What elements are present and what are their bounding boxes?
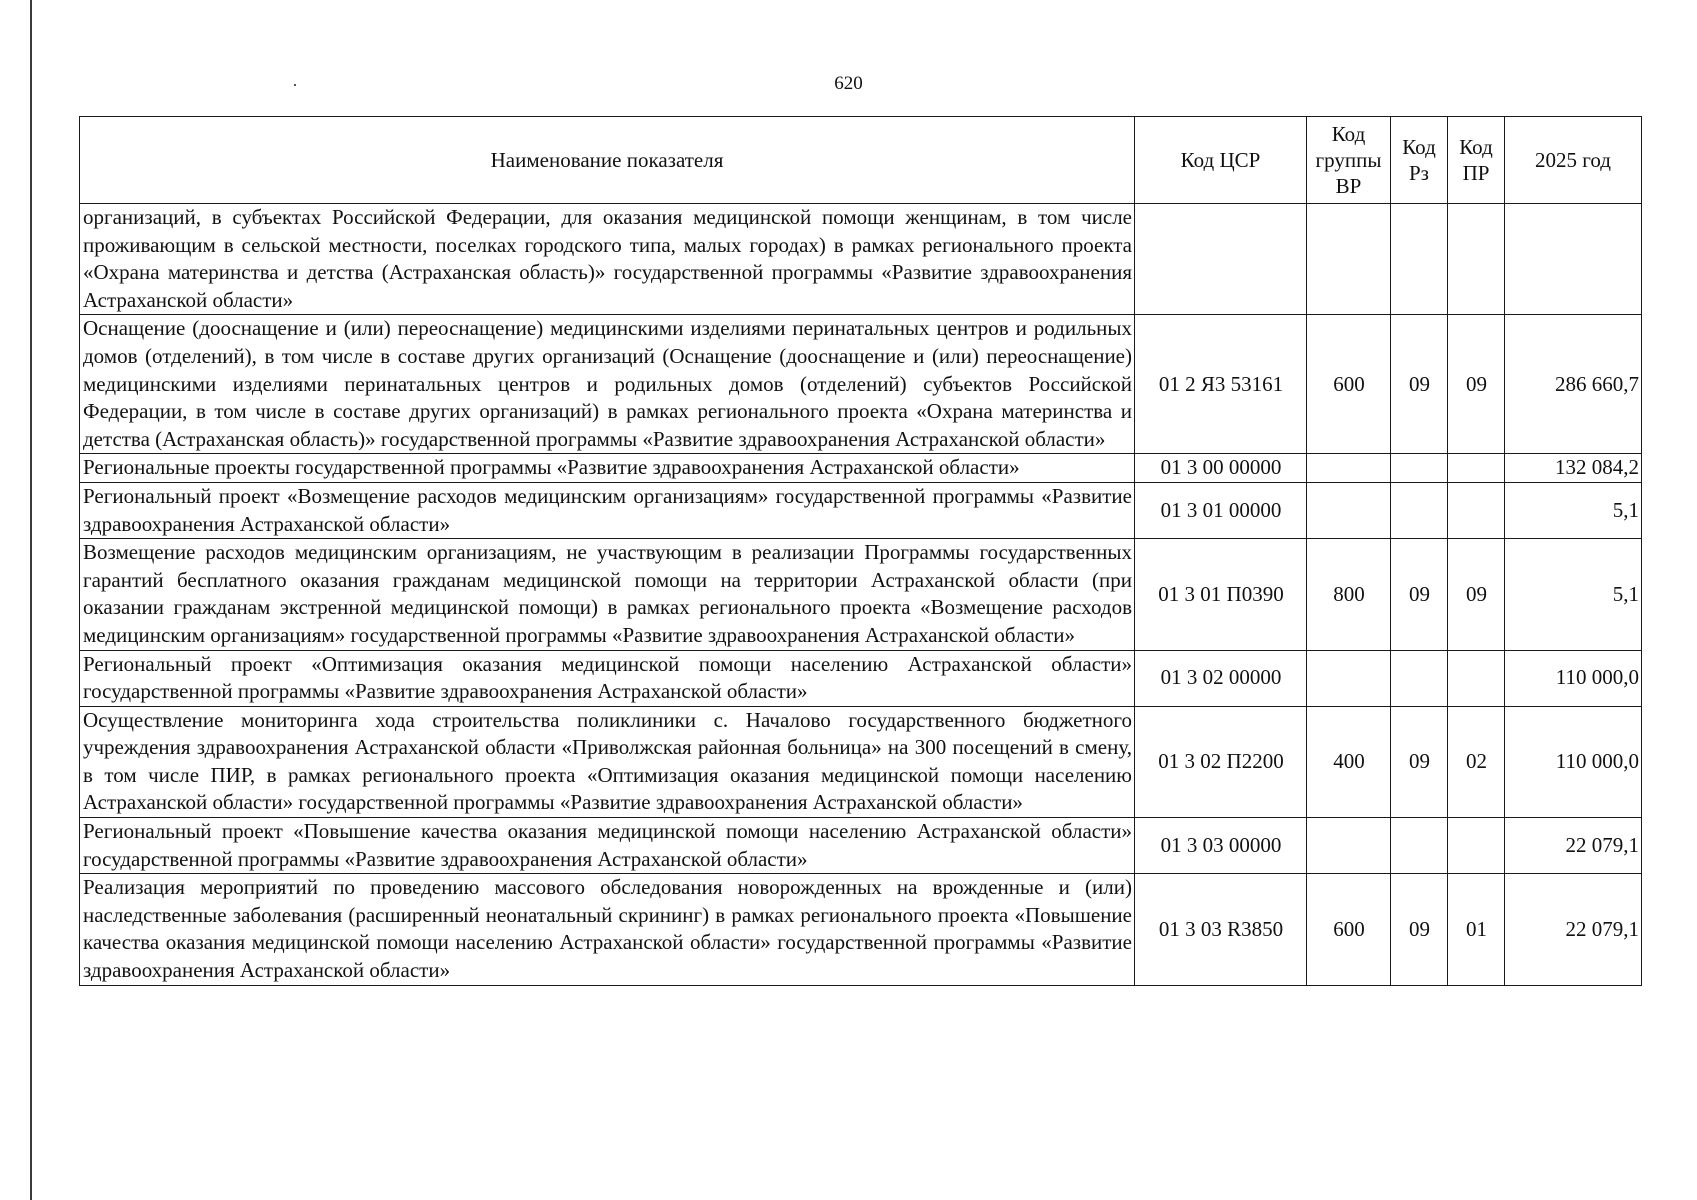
row-rz bbox=[1391, 482, 1448, 538]
row-csr bbox=[1135, 204, 1307, 315]
header-rz-line1: Код bbox=[1402, 135, 1436, 159]
row-csr: 01 2 Я3 53161 bbox=[1135, 315, 1307, 454]
header-vr-line3: ВР bbox=[1335, 174, 1362, 198]
row-pr: 09 bbox=[1448, 539, 1505, 650]
row-vr: 600 bbox=[1307, 874, 1391, 985]
row-csr: 01 3 02 П2200 bbox=[1135, 706, 1307, 817]
row-rz: 09 bbox=[1391, 706, 1448, 817]
row-vr: 400 bbox=[1307, 706, 1391, 817]
header-row bbox=[80, 117, 1642, 204]
row-pr bbox=[1448, 204, 1505, 315]
row-csr: 01 3 01 П0390 bbox=[1135, 539, 1307, 650]
row-amount: 5,1 bbox=[1505, 539, 1642, 650]
row-amount: 132 084,2 bbox=[1505, 454, 1642, 483]
header-pr bbox=[1448, 117, 1505, 204]
header-pr-line2: ПР bbox=[1462, 161, 1490, 185]
row-name: Региональный проект «Возмещение расходов медицинским организациям» государственной программы «Развитие здравоохранения Астраханской области» bbox=[80, 482, 1135, 538]
row-csr: 01 3 01 00000 bbox=[1135, 482, 1307, 538]
table-row bbox=[80, 204, 1642, 315]
row-vr bbox=[1307, 818, 1391, 874]
table-header bbox=[80, 117, 1642, 204]
table-body bbox=[80, 204, 1642, 986]
row-vr: 800 bbox=[1307, 539, 1391, 650]
row-rz: 09 bbox=[1391, 539, 1448, 650]
row-rz bbox=[1391, 818, 1448, 874]
row-vr bbox=[1307, 204, 1391, 315]
row-vr: 600 bbox=[1307, 315, 1391, 454]
row-pr bbox=[1448, 454, 1505, 483]
table-row bbox=[80, 818, 1642, 874]
row-vr bbox=[1307, 650, 1391, 706]
row-vr bbox=[1307, 454, 1391, 483]
row-pr: 02 bbox=[1448, 706, 1505, 817]
table-row bbox=[80, 315, 1642, 454]
row-rz bbox=[1391, 454, 1448, 483]
row-vr bbox=[1307, 482, 1391, 538]
table-row bbox=[80, 650, 1642, 706]
header-name: Наименование показателя bbox=[80, 117, 1135, 204]
row-pr: 09 bbox=[1448, 315, 1505, 454]
header-year: 2025 год bbox=[1505, 117, 1642, 204]
row-name: Региональный проект «Повышение качества оказания медицинской помощи населению Астраханской области» государственной программы «Развитие здравоохранения Астраханской области» bbox=[80, 818, 1135, 874]
row-pr bbox=[1448, 650, 1505, 706]
row-pr bbox=[1448, 818, 1505, 874]
header-vr bbox=[1307, 117, 1391, 204]
row-rz bbox=[1391, 204, 1448, 315]
row-name: Оснащение (дооснащение и (или) переоснащение) медицинскими изделиями перинатальных центров и родильных домов (отделений), в том числе в составе других организаций (Оснащение (дооснащение и (или) переоснащение) медицинскими изделиями перинатальных центров и родильных домов (отделений) субъектов Российской Федерации, в том числе в составе других организаций) в рамках регионального проекта «Охрана материнства и детства (Астраханская область)» государственной программы «Развитие здравоохранения Астраханской области» bbox=[80, 315, 1135, 454]
table-row bbox=[80, 874, 1642, 985]
row-csr: 01 3 02 00000 bbox=[1135, 650, 1307, 706]
row-rz: 09 bbox=[1391, 874, 1448, 985]
row-amount: 22 079,1 bbox=[1505, 818, 1642, 874]
header-csr: Код ЦСР bbox=[1135, 117, 1307, 204]
header-rz bbox=[1391, 117, 1448, 204]
row-amount: 22 079,1 bbox=[1505, 874, 1642, 985]
table-row bbox=[80, 706, 1642, 817]
row-rz: 09 bbox=[1391, 315, 1448, 454]
table-row bbox=[80, 482, 1642, 538]
row-amount: 286 660,7 bbox=[1505, 315, 1642, 454]
row-pr: 01 bbox=[1448, 874, 1505, 985]
table-row bbox=[80, 539, 1642, 650]
row-name: Осуществление мониторинга хода строительства поликлиники с. Началово государственного бюджетного учреждения здравоохранения Астраханской области «Приволжская районная больница» на 300 посещений в смену, в том числе ПИР, в рамках регионального проекта «Оптимизация оказания медицинской помощи населению Астраханской области» государственной программы «Развитие здравоохранения Астраханской области» bbox=[80, 706, 1135, 817]
row-rz bbox=[1391, 650, 1448, 706]
binding-margin-line bbox=[30, 0, 32, 1200]
row-name: Возмещение расходов медицинским организациям, не участвующим в реализации Программы государственных гарантий бесплатного оказания гражданам медицинской помощи на территории Астраханской области (при оказании гражданам экстренной медицинской помощи) в рамках регионального проекта «Возмещение расходов медицинским организациям» государственной программы «Развитие здравоохранения Астраханской области» bbox=[80, 539, 1135, 650]
row-amount: 110 000,0 bbox=[1505, 706, 1642, 817]
row-csr: 01 3 03 R3850 bbox=[1135, 874, 1307, 985]
row-amount: 110 000,0 bbox=[1505, 650, 1642, 706]
page-number: 620 bbox=[834, 73, 863, 94]
row-csr: 01 3 03 00000 bbox=[1135, 818, 1307, 874]
row-name: Региональный проект «Оптимизация оказания медицинской помощи населению Астраханской области» государственной программы «Развитие здравоохранения Астраханской области» bbox=[80, 650, 1135, 706]
row-amount bbox=[1505, 204, 1642, 315]
row-pr bbox=[1448, 482, 1505, 538]
header-pr-line1: Код bbox=[1459, 135, 1493, 159]
row-name: организаций, в субъектах Российской Федерации, для оказания медицинской помощи женщинам, в том числе проживающим в сельской местности, поселках городского типа, малых городах) в рамках регионального проекта «Охрана материнства и детства (Астраханская область)» государственной программы «Развитие здравоохранения Астраханской области» bbox=[80, 204, 1135, 315]
row-amount: 5,1 bbox=[1505, 482, 1642, 538]
header-vr-line2: группы bbox=[1315, 148, 1382, 172]
table-row bbox=[80, 454, 1642, 483]
row-name: Региональные проекты государственной программы «Развитие здравоохранения Астраханской области» bbox=[80, 454, 1135, 483]
header-rz-line2: Рз bbox=[1409, 161, 1429, 185]
row-csr: 01 3 00 00000 bbox=[1135, 454, 1307, 483]
row-name: Реализация мероприятий по проведению массового обследования новорожденных на врожденные и (или) наследственные заболевания (расширенный неонатальный скрининг) в рамках регионального проекта «Повышение качества оказания медицинской помощи населению Астраханской области» государственной программы «Развитие здравоохранения Астраханской области» bbox=[80, 874, 1135, 985]
header-vr-line1: Код bbox=[1331, 122, 1366, 146]
budget-table bbox=[79, 116, 1642, 986]
